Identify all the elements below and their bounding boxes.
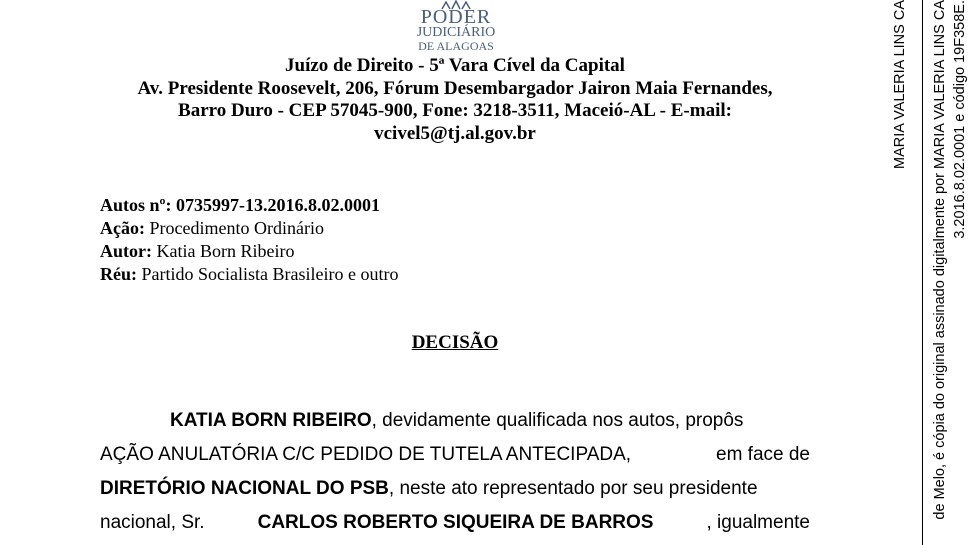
autor-row [100, 240, 398, 263]
acao-row [100, 217, 398, 240]
body-line-4-a: nacional, Sr. [100, 512, 205, 533]
president-name: CARLOS ROBERTO SIQUEIRA DE BARROS [257, 512, 654, 533]
header-email: vcivel5@tj.al.gov.br [374, 122, 536, 144]
body-line-2-a: AÇÃO ANULATÓRIA C/C PEDIDO DE TUTELA ANTECIPADA, [100, 444, 632, 465]
body-line-2 [100, 438, 810, 472]
header-court-name: Juízo de Direito - 5ª Vara Cível da Capital [285, 55, 625, 76]
logo-line-2: JUDICIÁRIO [416, 25, 496, 40]
autos-label: Autos nº: [100, 195, 172, 215]
acao-value: Procedimento Ordinário [149, 218, 324, 238]
autor-value: Katia Born Ribeiro [156, 241, 295, 261]
body-line-4-rest: , igualmente [706, 512, 810, 533]
body-line-2-b: em face de [716, 444, 810, 465]
court-header [0, 55, 910, 145]
plaintiff-name: KATIA BORN RIBEIRO [170, 410, 372, 431]
decision-body [100, 404, 810, 540]
acao-label: Ação: [100, 218, 145, 238]
court-logo [416, 0, 496, 56]
body-line-3-rest: , neste ato representado por seu presidente [388, 478, 758, 499]
autos-row [100, 194, 398, 217]
reu-value: Partido Socialista Brasileiro e outro [141, 264, 399, 284]
body-line-4 [100, 506, 810, 540]
autor-label: Autor: [100, 241, 152, 261]
digital-signature-note [890, 0, 970, 545]
signature-line-2: 3.2016.8.02.0001 e código 19F358E. [952, 0, 968, 239]
defendant-name: DIRETÓRIO NACIONAL DO PSB [100, 478, 389, 499]
body-line-3 [100, 472, 810, 506]
reu-row [100, 263, 398, 286]
autos-value: 0735997-13.2016.8.02.0001 [175, 195, 380, 215]
body-line-1-rest: , devidamente qualificada nos autos, propôs [371, 410, 744, 431]
header-address-1: Av. Presidente Roosevelt, 206, Fórum Desembargador Jairon Maia Fernandes, [137, 77, 773, 99]
signature-line-1: de Melo, é cópia do original assinado digitalmente por MARIA VALERIA LINS CA [932, 0, 948, 520]
case-metadata [100, 194, 398, 286]
logo-line-3: DE ALAGOAS [418, 39, 494, 53]
logo-line-1: PODER [420, 6, 492, 28]
signature-line-0: MARIA VALERIA LINS CA [892, 0, 908, 169]
body-line-1 [100, 404, 810, 438]
document-title: DECISÃO [411, 332, 499, 353]
header-address-2: Barro Duro - CEP 57045-900, Fone: 3218-3511, Maceió-AL - E-mail: [178, 100, 732, 121]
reu-label: Réu: [100, 264, 137, 284]
